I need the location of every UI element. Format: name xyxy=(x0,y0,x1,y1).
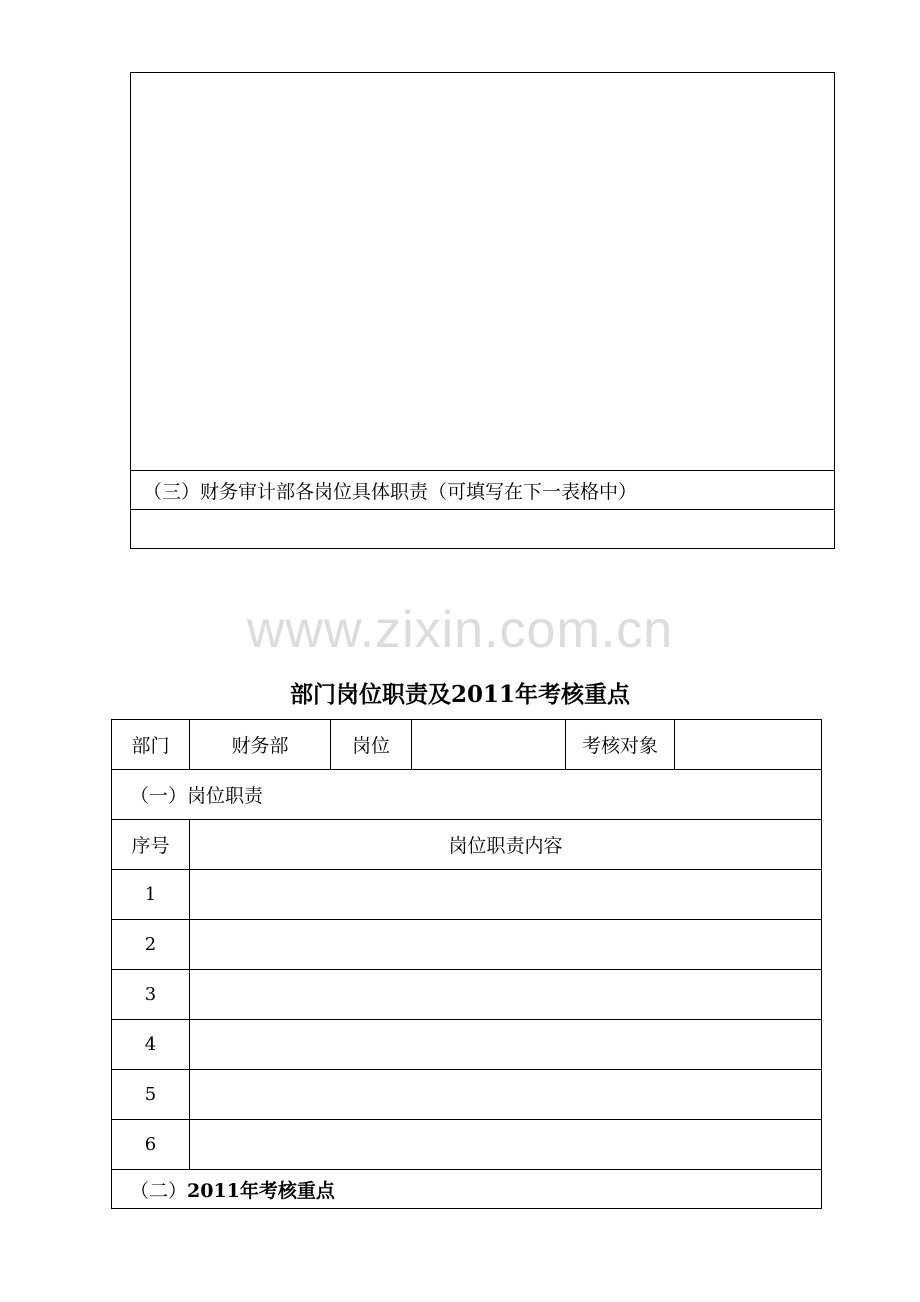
table-row xyxy=(112,870,822,920)
row-number: 2 xyxy=(112,920,190,970)
section2-heading xyxy=(112,1170,822,1209)
duty-content-cell[interactable] xyxy=(190,1120,822,1170)
section3-heading: （三）财务审计部各岗位具体职责（可填写在下一表格中） xyxy=(131,471,835,510)
target-label: 考核对象 xyxy=(566,720,675,770)
blank-content-cell[interactable] xyxy=(131,73,835,471)
section3-content-cell[interactable] xyxy=(131,510,835,549)
row-number: 6 xyxy=(112,1120,190,1170)
duty-content-cell[interactable] xyxy=(190,970,822,1020)
duty-content-cell[interactable] xyxy=(190,1020,822,1070)
duty-content-cell[interactable] xyxy=(190,920,822,970)
upper-table xyxy=(130,72,835,549)
target-value[interactable] xyxy=(675,720,822,770)
duty-content-cell[interactable] xyxy=(190,1070,822,1120)
section1-heading: （一）岗位职责 xyxy=(112,770,822,820)
row-number: 5 xyxy=(112,1070,190,1120)
table-row xyxy=(112,1070,822,1120)
col-header-content: 岗位职责内容 xyxy=(190,820,822,870)
table-row xyxy=(112,920,822,970)
watermark: www.zixin.com.cn xyxy=(246,601,674,659)
dept-label: 部门 xyxy=(112,720,190,770)
col-header-no: 序号 xyxy=(112,820,190,870)
table-row xyxy=(112,1020,822,1070)
row-number: 3 xyxy=(112,970,190,1020)
row-number: 1 xyxy=(112,870,190,920)
post-value[interactable] xyxy=(412,720,566,770)
duty-form-table xyxy=(111,719,822,1209)
table-row xyxy=(112,1120,822,1170)
post-label: 岗位 xyxy=(331,720,412,770)
table-row xyxy=(112,970,822,1020)
dept-value[interactable]: 财务部 xyxy=(190,720,331,770)
form-title: 部门岗位职责及2011年考核重点 xyxy=(289,681,630,708)
row-number: 4 xyxy=(112,1020,190,1070)
column-header-row xyxy=(112,820,822,870)
header-row xyxy=(112,720,822,770)
section2-heading-prefix: （二） xyxy=(130,1179,188,1202)
duty-content-cell[interactable] xyxy=(190,870,822,920)
section2-heading-text: 2011年考核重点 xyxy=(187,1179,335,1202)
